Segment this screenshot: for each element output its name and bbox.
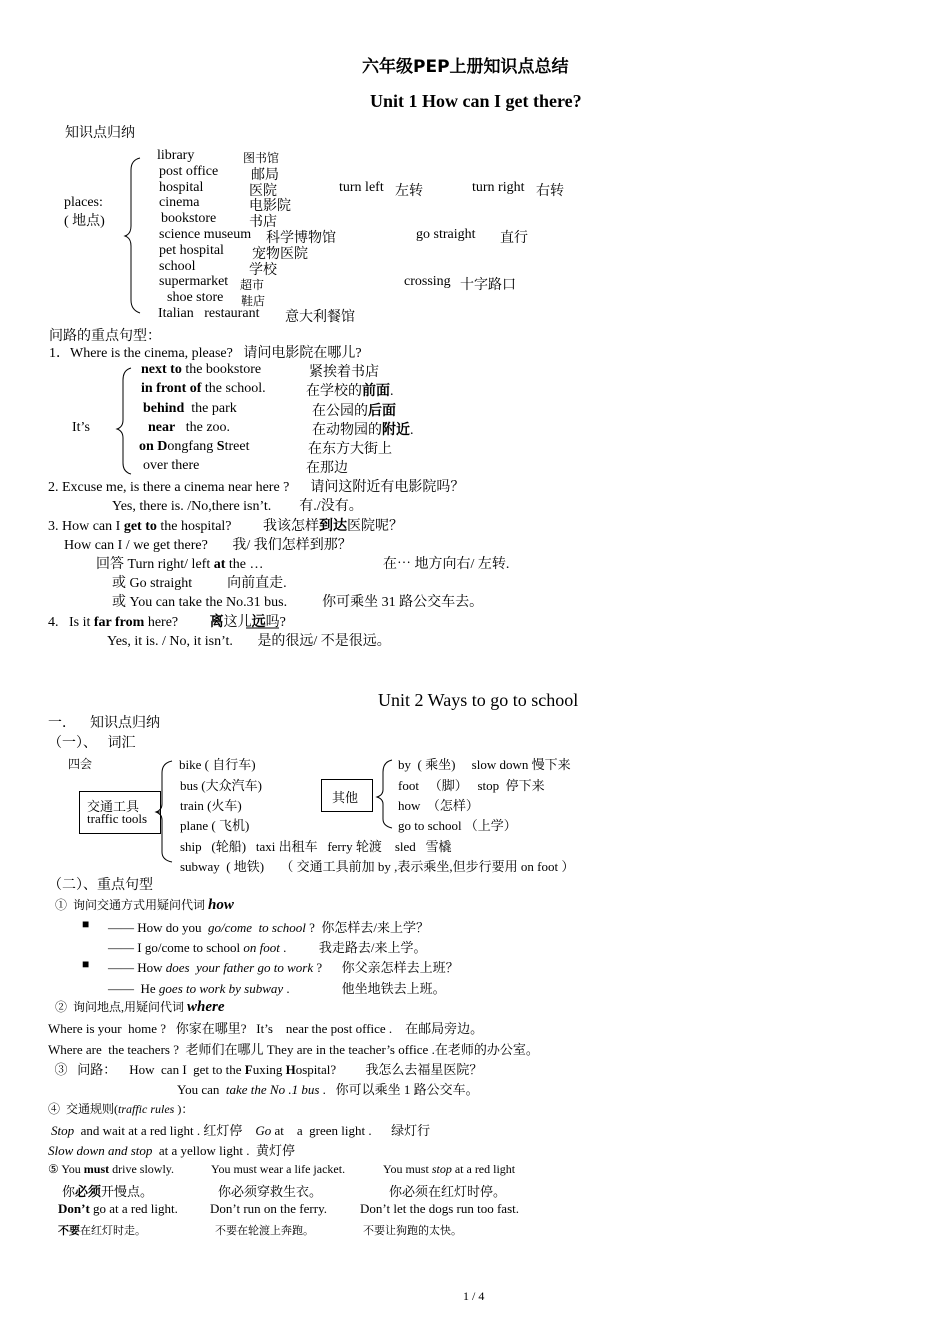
direction-en: crossing [404, 274, 451, 289]
position-line: on Dongfang Street [139, 439, 250, 454]
other-item: go to school （上学） [398, 818, 517, 833]
direction-en: turn right [472, 180, 525, 195]
place-cn: 意大利餐馆 [285, 310, 355, 325]
question-4: 4. Is it far from here? 离这儿远吗? [48, 615, 286, 630]
vehicle-item: bus (大众汽车) [180, 778, 262, 793]
position-cn: 在动物园的附近. [312, 423, 414, 438]
question-2: 2. Excuse me, is there a cinema near here ? 请问这附近有电影院吗？ [48, 480, 465, 495]
s6-3: Don’t let the dogs run too fast. [360, 1201, 519, 1216]
bullet: ■ [82, 917, 90, 931]
s2-line-1: Where is your home ? 你家在哪里? It’s near the post office . 在邮局旁边。 [48, 1021, 484, 1036]
place-cn: 图书馆 [243, 151, 280, 165]
places-label: places: [64, 195, 103, 210]
position-line: next to the bookstore [141, 362, 262, 377]
vehicle-item: bike ( 自行车) [179, 757, 256, 772]
answer-3-2: 或 Go straight 向前直走. [112, 576, 287, 591]
place-cn: 鞋店 [241, 294, 266, 308]
s1-answer-2: —— He goes to work by subway . 他坐地铁去上班。 [108, 981, 446, 996]
section-2-label: ② 询问地点,用疑问代词 where [55, 999, 225, 1015]
s5-cn-3: 你必须在红灯时停。 [389, 1184, 507, 1199]
s6-cn-1: 不要在红灯时走。 [58, 1225, 146, 1237]
s4-label: ④ 交通规则(traffic rules )： [48, 1102, 194, 1116]
vehicle-item: ship (轮船) taxi 出租车 ferry 轮渡 sled 雪橇 [180, 839, 452, 854]
its-label: It’s [72, 420, 90, 435]
answer-3-3: 或 You can take the No.31 bus. 你可乘坐 31 路公交车去。 [112, 595, 484, 610]
s5-3: You must stop at a red light [383, 1162, 516, 1176]
position-line: over there [143, 458, 200, 473]
s1-question-1: —— How do you go/come to school ? 你怎样去/来上学？ [108, 920, 430, 935]
s4-line-2: Slow down and stop at a yellow light . 黄灯停 [48, 1143, 295, 1158]
sentence-heading: 问路的重点句型： [49, 329, 161, 344]
positions-brace [117, 368, 131, 474]
question-3: 3. How can I get to the hospital? 我该怎样到达医院呢？ [48, 519, 404, 534]
others-brace [377, 760, 392, 828]
place-en: hospital [159, 180, 204, 195]
place-en: science museum [159, 227, 252, 242]
s6-1: Don’t go at a red light. [58, 1201, 178, 1216]
direction-cn: 十字路口 [460, 278, 516, 293]
s3-question: ③ 问路： How can I get to the Fuxing Hospital? 我怎么去福星医院？ [48, 1062, 483, 1077]
place-en: supermarket [159, 274, 229, 289]
place-cn: 邮局 [251, 168, 279, 183]
position-cn: 在学校的前面. [306, 384, 394, 399]
place-en: shoe store [167, 290, 224, 305]
answer-2: Yes, there is. /No,there isn’t. 有./没有。 [112, 499, 363, 514]
vehicle-item: plane ( 飞机) [180, 818, 250, 833]
place-en: pet hospital [159, 243, 224, 258]
page-number: 1 / 4 [463, 1289, 485, 1303]
question-1: 1．Where is the cinema, please? 请问电影院在哪儿? [49, 346, 362, 361]
doc-title: 六年级PEP上册知识点总结 [362, 57, 569, 77]
unit2-heading-3: （二）、重点句型 [48, 878, 153, 893]
s6-cn-2: 不要在轮渡上奔跑。 [215, 1225, 314, 1237]
answer-3-1: 回答 Turn right/ left at the … [96, 557, 264, 572]
position-line: in front of the school. [141, 381, 266, 396]
place-cn: 医院 [249, 184, 277, 199]
place-en: Italian restaurant [158, 306, 260, 321]
place-cn: 学校 [249, 263, 277, 278]
place-en: school [159, 259, 196, 274]
unit2-title: Unit 2 Ways to go to school [378, 690, 579, 710]
unit1-title: Unit 1 How can I get there? [370, 91, 582, 111]
unit2-heading-1: 一． 知识点归纳 [48, 716, 160, 731]
s5-cn-1: 你必须开慢点。 [62, 1184, 154, 1199]
place-cn: 宠物医院 [252, 247, 308, 262]
place-en: library [157, 148, 195, 163]
direction-cn: 直行 [500, 231, 528, 246]
s4-line-1: Stop and wait at a red light . 红灯停 Go at a green light . 绿灯行 [51, 1123, 431, 1138]
other-item: how （怎样） [398, 798, 479, 813]
s6-2: Don’t run on the ferry. [210, 1201, 327, 1216]
place-cn: 电影院 [249, 199, 291, 214]
position-cn: 在东方大街上 [308, 442, 392, 457]
direction-en: go straight [416, 227, 476, 242]
vehicle-item: train (火车) [180, 798, 242, 813]
answer-3-1-cn: 在⋯ 地方向右/ 左转. [383, 557, 510, 572]
place-cn: 书店 [249, 215, 277, 230]
places-label-cn: ( 地点) [64, 214, 105, 229]
s5-1: ⑤ You must drive slowly. [48, 1162, 175, 1176]
position-line: behind the park [143, 401, 237, 416]
s1-question-2: —— How does your father go to work ? 你父亲怎样去上班？ [108, 960, 459, 975]
traffic-en: traffic tools [87, 811, 148, 826]
place-cn: 超市 [240, 278, 265, 292]
position-cn: 紧挨着书店 [309, 365, 379, 380]
direction-cn: 左转 [395, 184, 423, 199]
places-brace [125, 158, 140, 313]
s5-2: You must wear a life jacket. [211, 1162, 346, 1176]
other-item: foot （脚） stop 停下来 [398, 778, 545, 793]
other-item: by ( 乘坐) slow down 慢下来 [398, 757, 571, 772]
place-en: post office [159, 164, 219, 179]
direction-en: turn left [339, 180, 384, 195]
traffic-cn: 交通工具 [87, 799, 140, 814]
place-en: cinema [159, 195, 200, 210]
position-cn: 在那边 [306, 461, 348, 476]
s5-cn-2: 你必须穿救生衣。 [218, 1184, 323, 1199]
unit1-heading: 知识点归纳 [65, 126, 135, 141]
bullet: ■ [82, 957, 90, 971]
section-1-label: ① 询问交通方式用疑问代词 how [55, 897, 234, 913]
place-cn: 科学博物馆 [266, 231, 336, 246]
direction-cn: 右转 [536, 184, 564, 199]
other-label: 其他 [332, 790, 359, 805]
s6-cn-3: 不要让狗跑的太快。 [363, 1225, 462, 1237]
question-3-sub: How can I / we get there? 我/ 我们怎样到那？ [64, 538, 352, 553]
answer-4: Yes, it is. / No, it isn’t. 是的很远/ 不是很远。 [107, 634, 391, 649]
s1-answer-1: —— I go/come to school on foot . 我走路去/来上学。 [108, 940, 427, 955]
position-cn: 在公园的后面 [312, 404, 396, 419]
four-label: 四会 [68, 757, 93, 771]
unit2-heading-2: （一）、 词汇 [48, 736, 136, 751]
place-en: bookstore [161, 211, 217, 226]
s2-line-2: Where are the teachers ? 老师们在哪儿 They are in the teacher’s office .在老师的办公室。 [48, 1042, 539, 1057]
s3-answer: You can take the No .1 bus . 你可以乘坐 1 路公交车。 [177, 1082, 479, 1097]
position-line: near the zoo. [148, 420, 231, 435]
vehicle-item: subway ( 地铁) （ 交通工具前加 by ,表示乘坐,但步行要用 on foot ） [180, 859, 575, 874]
